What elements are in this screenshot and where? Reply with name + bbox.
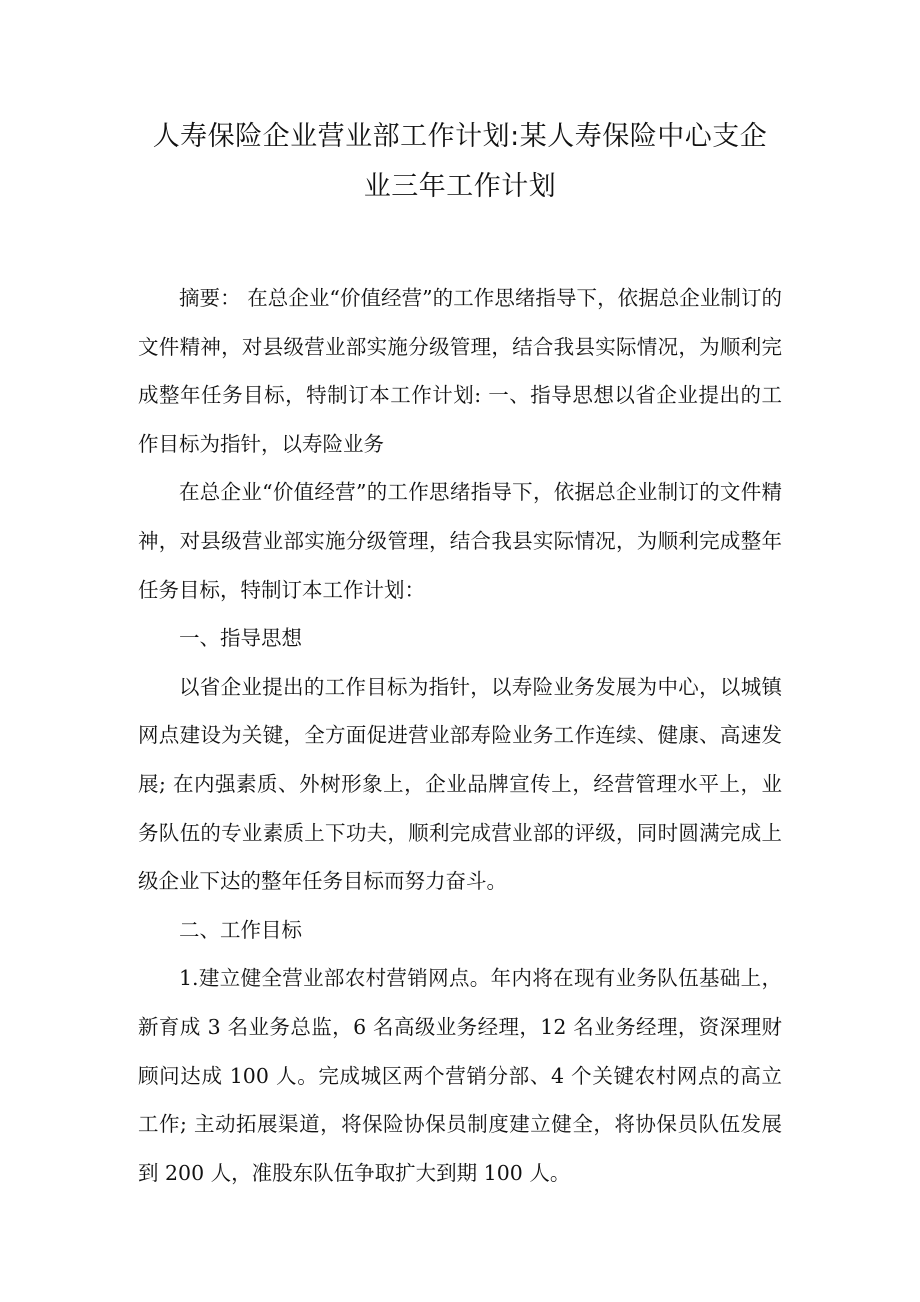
- guiding-ideology-paragraph: 以省企业提出的工作目标为指针，以寿险业务发展为中心，以城镇网点建设为关键，全方面促进营业部寿险业务工作连续、健康、高速发展; 在内强素质、外树形象上，企业品牌宣传上，经营管理水平上，业务队伍的专业素质上下功夫，顺利完成营业部的评级，同时圆满完成上级企业下达的整年任务目标而努力奋斗。: [138, 674, 782, 894]
- section-heading-work-goals: 二、工作目标: [179, 917, 302, 942]
- title-line-2: 业三年工作计划: [363, 171, 557, 202]
- title-line-1: 人寿保险企业营业部工作计划:某人寿保险中心支企: [152, 121, 768, 152]
- intro-paragraph: 在总企业“价值经营”的工作思绪指导下，依据总企业制订的文件精神，对县级营业部实施分级管理，结合我县实际情况，为顺利完成整年任务目标，特制订本工作计划：: [138, 480, 782, 602]
- work-goal-item-1: 1.建立健全营业部农村营销网点。年内将在现有业务队伍基础上，新育成 3 名业务总监，6 名高级业务经理，12 名业务经理，资深理财顾问达成 100 人。完成城区两个营销分部、4 个关键农村网点的高立工作; 主动拓展渠道，将保险协保员制度建立健全，将协保员队伍发展到 200 人，准股东队伍争取扩大到期 100 人。: [138, 966, 782, 1185]
- document-title: [138, 0, 782, 212]
- section-heading-guiding-ideology: 一、指导思想: [179, 626, 302, 651]
- document-body: [138, 274, 782, 1197]
- abstract-paragraph: 摘要： 在总企业“价值经营”的工作思绪指导下，依据总企业制订的文件精神，对县级营业部实施分级管理，结合我县实际情况，为顺利完成整年任务目标，特制订本工作计划: 一、指导思想以省企业提出的工作目标为指针，以寿险业务: [138, 286, 782, 456]
